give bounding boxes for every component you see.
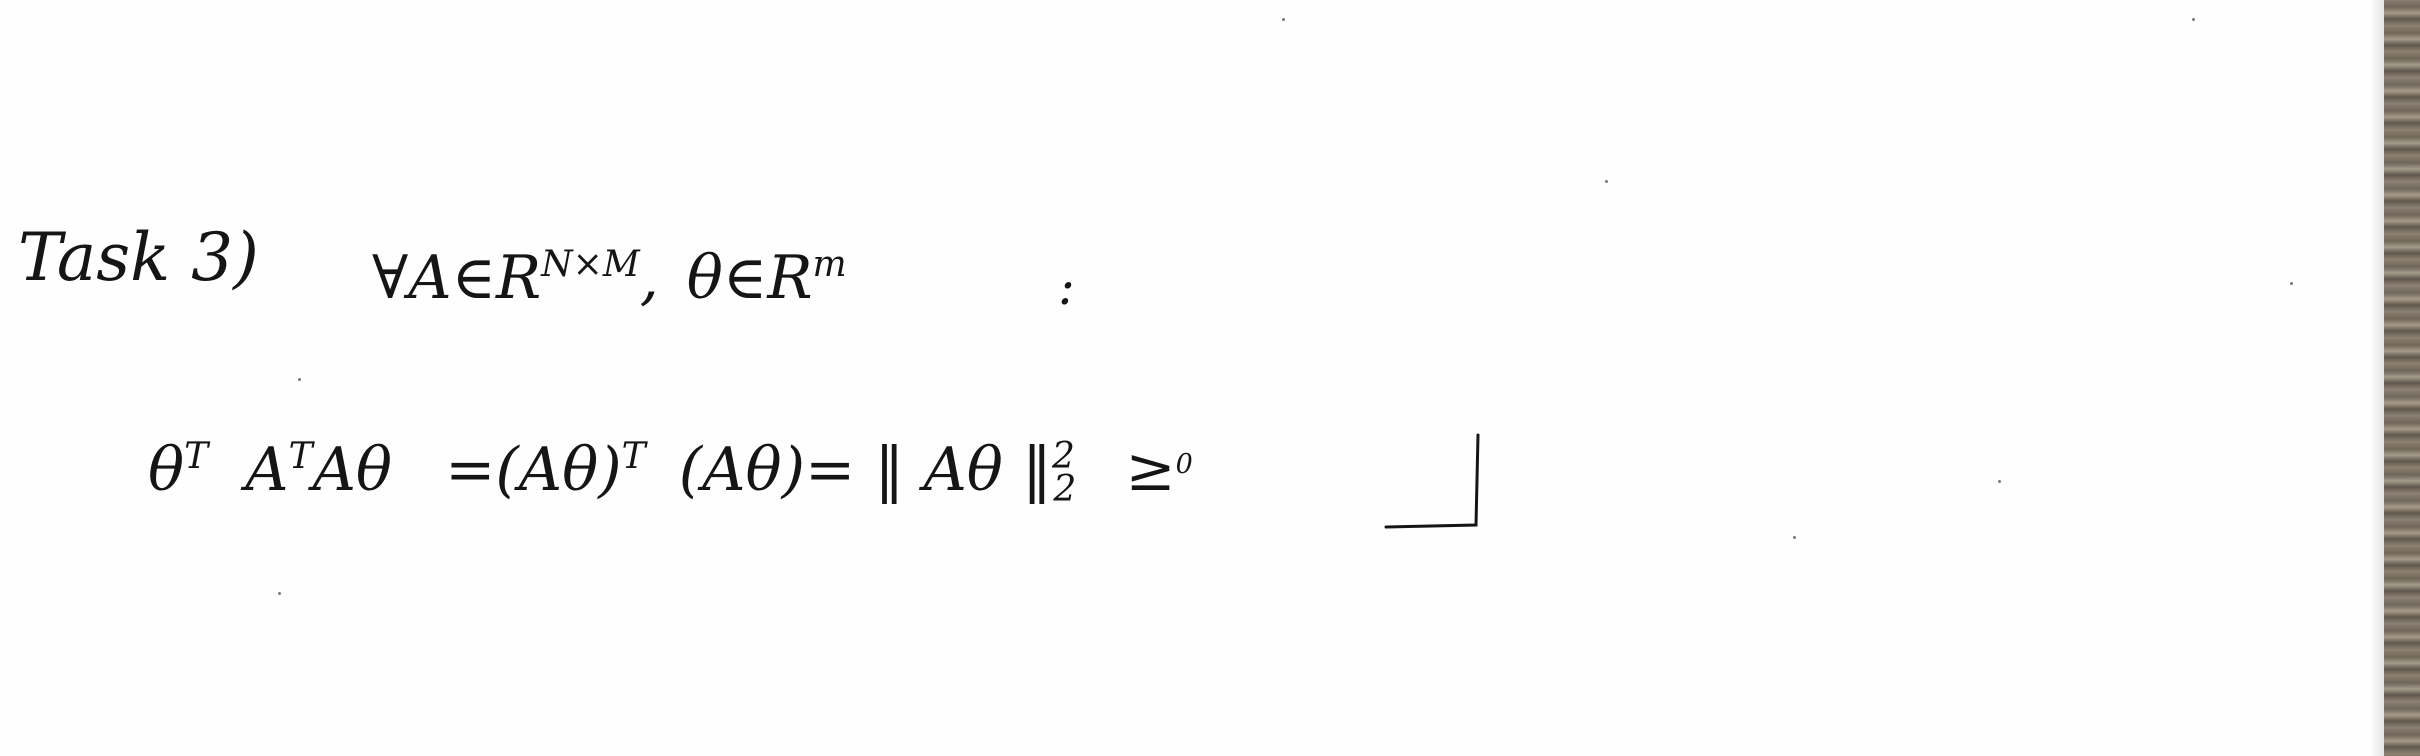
task-statement-line (18, 219, 259, 296)
vector-dimension: m (812, 243, 847, 285)
paper-speck (1282, 18, 1285, 21)
matrix-A-left: A (245, 435, 289, 505)
transpose-mark-2: T (288, 435, 313, 477)
transpose-mark-3: T (621, 435, 646, 477)
element-of-symbol-2: ∈ (722, 243, 768, 313)
norm-subscript: 2 (1053, 468, 1077, 510)
matrix-dimensions: N×M (541, 243, 640, 285)
statement-colon: : (1058, 258, 1075, 316)
quantifier-expression (372, 243, 847, 313)
equals-sign-1: = (445, 435, 496, 505)
paper-speck (2192, 18, 2195, 21)
equals-sign-2: = (805, 435, 856, 505)
A-theta-product: Aθ (312, 435, 393, 505)
derivation-line (148, 435, 1193, 510)
vector-theta: θ (686, 243, 723, 313)
norm-expression: ‖ Aθ ‖ (874, 435, 1053, 505)
transpose-mark-1: T (184, 435, 209, 477)
theta-symbol: θ (148, 435, 185, 505)
paper-speck (2290, 282, 2293, 285)
paper-speck (1605, 180, 1608, 183)
real-set-1: R (495, 243, 542, 313)
forall-symbol: ∀ (372, 243, 409, 313)
parenthesized-A-theta-1: (Aθ) (495, 435, 622, 505)
element-of-symbol-1: ∈ (451, 243, 496, 313)
matrix-A: A (408, 243, 452, 313)
task-label: Task 3) (18, 219, 259, 296)
paper-speck (278, 592, 281, 595)
qed-corner-mark (1380, 425, 1490, 535)
page-edge-shadow (2370, 0, 2384, 756)
paper-speck (298, 378, 301, 381)
real-set-2: R (767, 243, 813, 313)
separator-comma: , (639, 243, 659, 313)
page-edge-background (2384, 0, 2420, 756)
zero-value: 0 (1175, 449, 1193, 481)
paper-speck (1998, 480, 2001, 483)
parenthesized-A-theta-2: (Aθ) (678, 435, 806, 505)
paper-speck (1793, 536, 1796, 539)
greater-equal-sign: ≥ (1125, 435, 1176, 505)
norm-power: 2 (1052, 435, 1075, 477)
